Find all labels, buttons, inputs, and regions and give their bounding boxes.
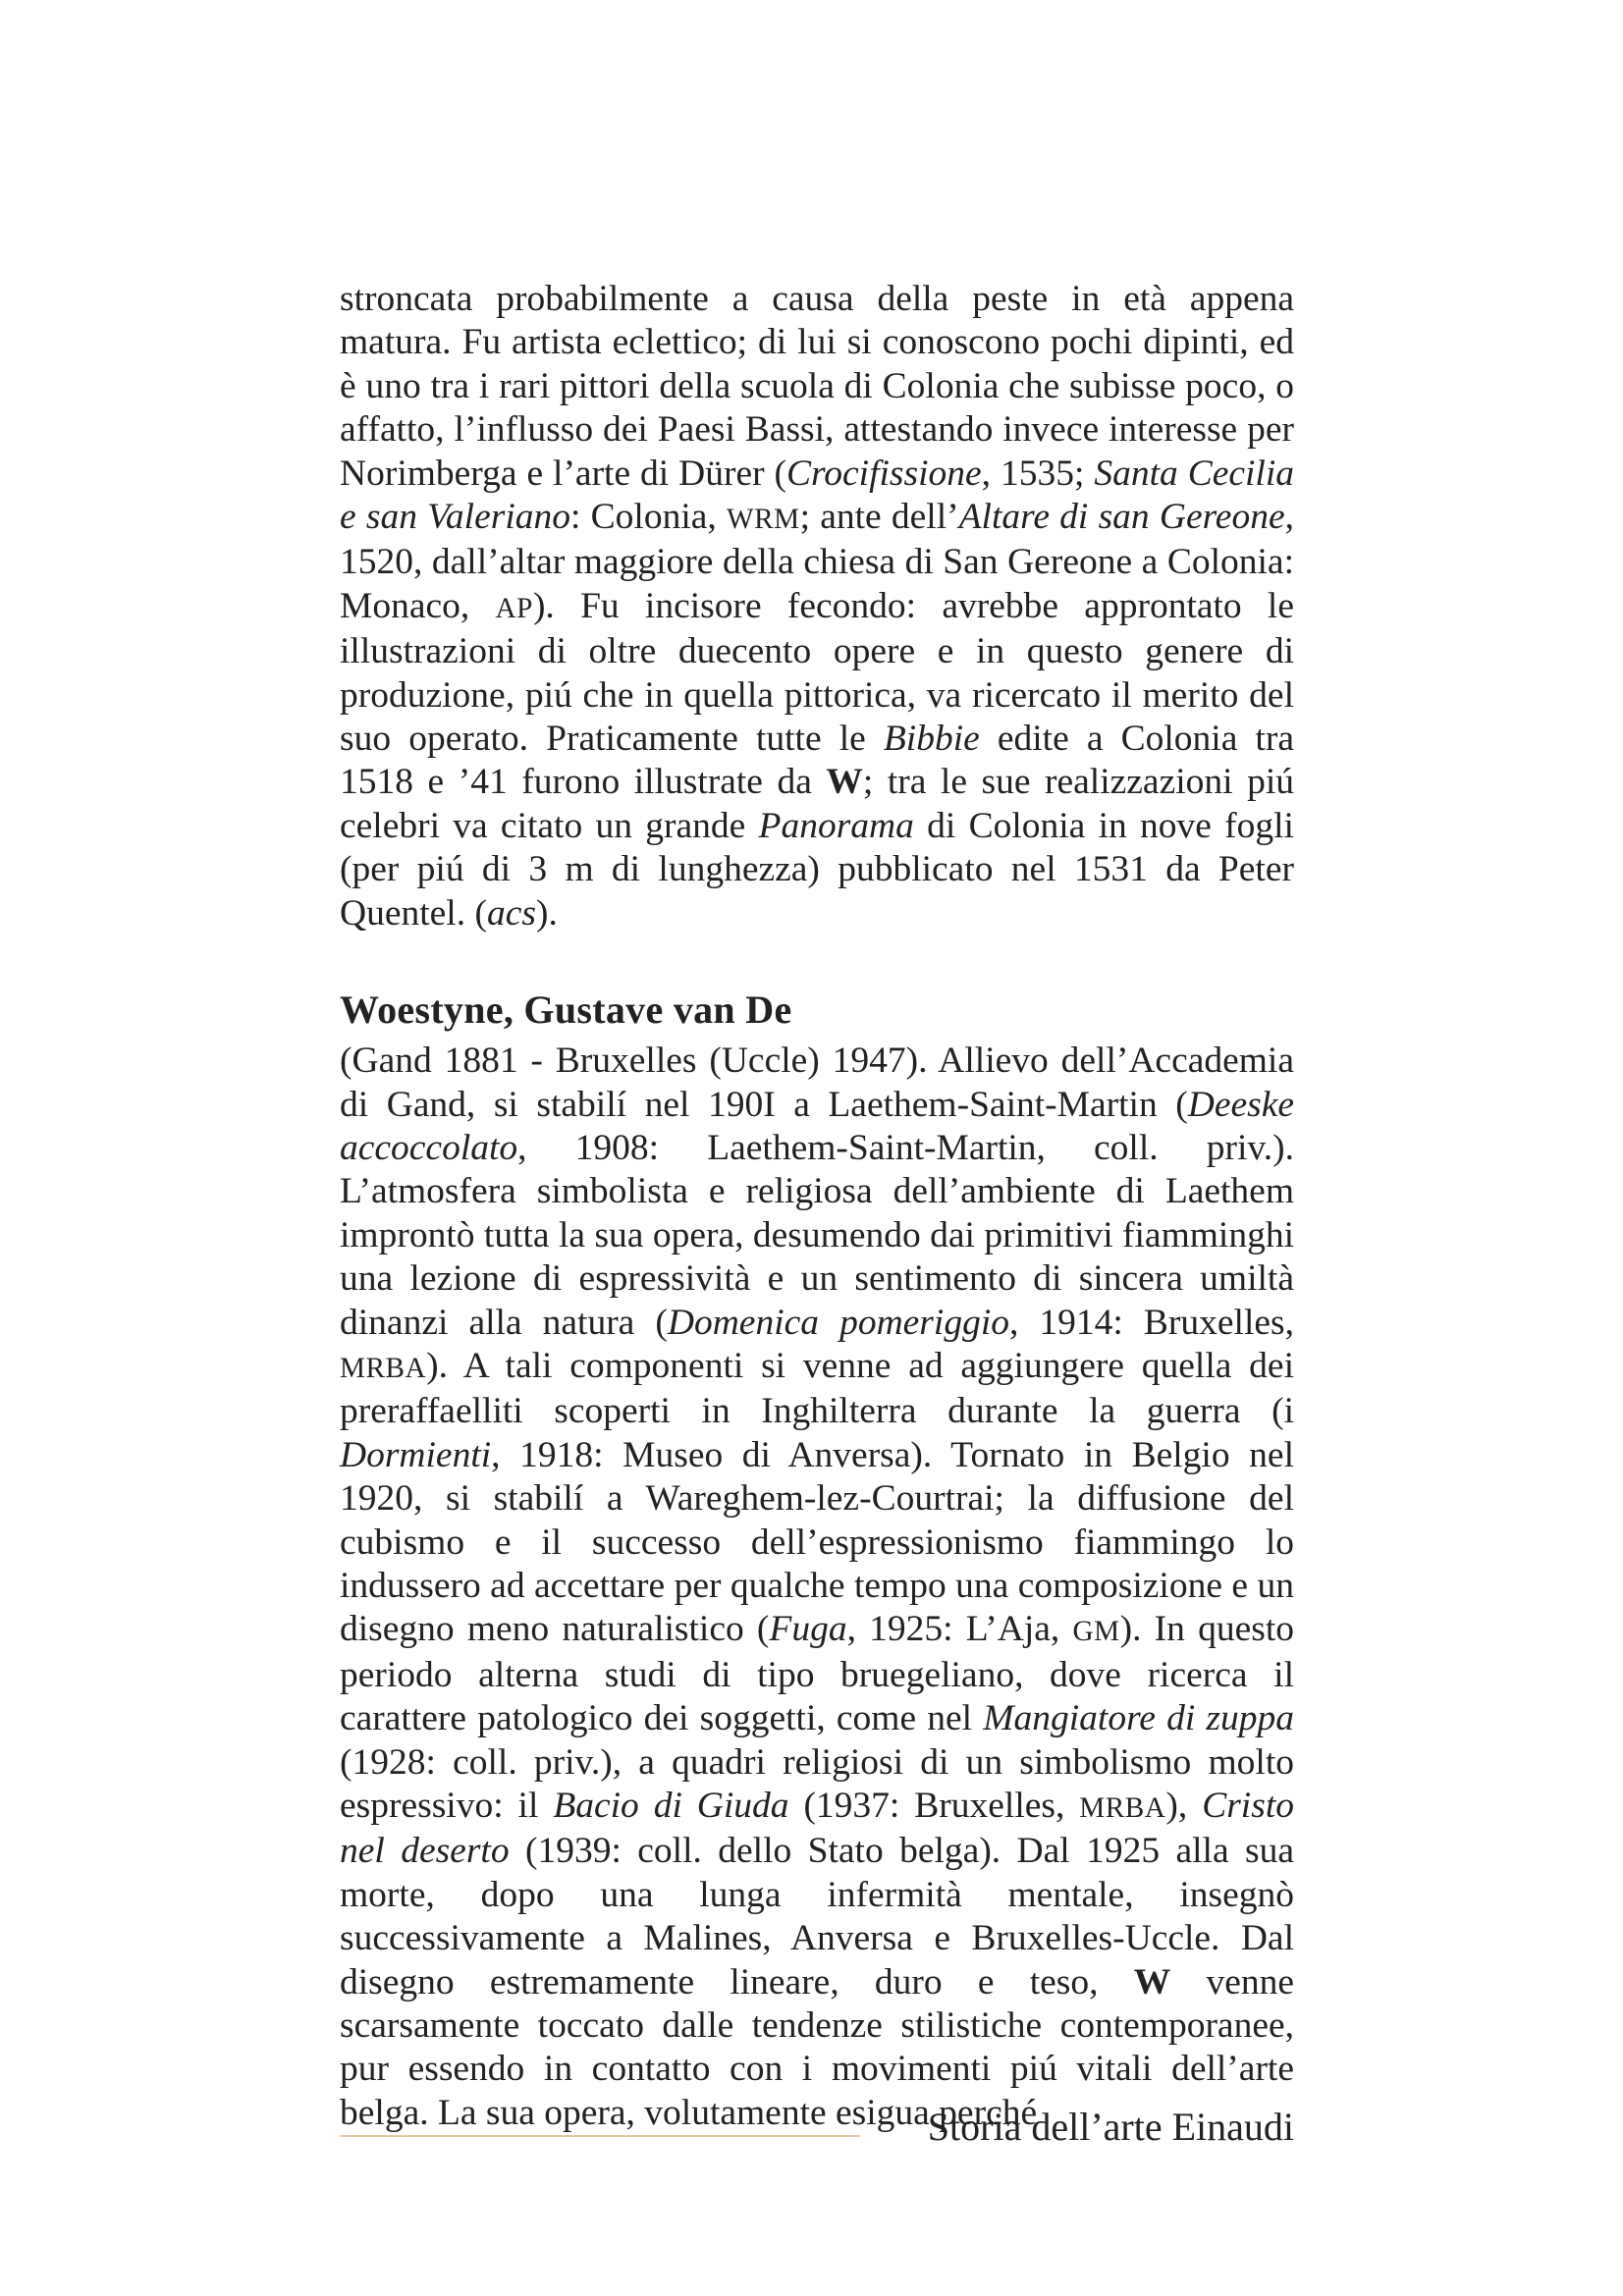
- entry-continuation-text: stroncata probabilmente a causa della peste in età appena matura. Fu artista eclettico; di lui si conoscono pochi dipinti, ed è uno tra i rari pittori della scuola di Colonia che subisse poco, o affatto, l’influsso dei Paesi Bassi, attestando invece interesse per Norimberga e l’arte di Dürer (Crocifissione, 1535; Santa Cecilia e san Valeriano: Colonia, WRM; ante dell’Altare di san Gereone, 1520, dall’altar maggiore della chiesa di San Gereone a Colonia: Monaco, AP). Fu incisore fecondo: avrebbe approntato le illustrazioni di oltre duecento opere e in questo genere di produzione, piú che in quella pittorica, va ricercato il merito del suo operato. Praticamente tutte le Bibbie edite a Colonia tra 1518 e ’41 furono illustrate da W; tra le sue realizzazioni piú celebri va citato un grande Panorama di Colonia in nove fogli (per piú di 3 m di lunghezza) pubblicato nel 1531 da Peter Quentel. (acs).: [340, 279, 1295, 934]
- italic-run: Domenica pomeriggio: [667, 1302, 1009, 1343]
- page-footer: [340, 2103, 1294, 2152]
- small-caps-run: AP: [495, 592, 533, 624]
- bold-run: W: [1133, 1961, 1171, 2002]
- page-content: [340, 278, 1294, 2135]
- small-caps-run: MRBA: [340, 1352, 427, 1384]
- italic-run: Mangiatore di zuppa: [983, 1698, 1295, 1739]
- italic-run: Santa Cecilia e san Valeriano: [340, 453, 1295, 538]
- italic-run: acs: [486, 892, 536, 934]
- small-caps-run: MRBA: [1079, 1792, 1166, 1824]
- entry-body-text: (Gand 1881 - Bruxelles (Uccle) 1947). Allievo dell’Accademia di Gand, si stabilí nel 190I a Laethem-Saint-Martin (Deeske accoccolato, 1908: Laethem-Saint-Martin, coll. priv.). L’atmosfera simbolista e religiosa dell’ambiente di Laethem improntò tutta la sua opera, desumendo dai primitivi fiamminghi una lezione di espressività e un sentimento di sincera umiltà dinanzi alla natura (Domenica pomeriggio, 1914: Bruxelles, MRBA). A tali componenti si venne ad aggiungere quella dei preraffaelliti scoperti in Inghilterra durante la guerra (i Dormienti, 1918: Museo di Anversa). Tornato in Belgio nel 1920, si stabilí a Wareghem-lez-Courtrai; la diffusione del cubismo e il successo dell’espressionismo fiammingo lo indussero ad accettare per qualche tempo una composizione e un disegno meno naturalistico (Fuga, 1925: L’Aja, GM). In questo periodo alterna studi di tipo bruegeliano, dove ricerca il carattere patologico dei soggetti, come nel Mangiatore di zuppa (1928: coll. priv.), a quadri religiosi di un simbolismo molto espressivo: il Bacio di Giuda (1937: Bruxelles, MRBA), Cristo nel deserto (1939: coll. dello Stato belga). Dal 1925 alla sua morte, dopo una lunga infermità mentale, insegnò successivamente a Malines, Anversa e Bruxelles-Uccle. Dal disegno estremamente lineare, duro e teso, W venne scarsamente toccato dalle tendenze stilistiche contemporanee, pur essendo in contatto con i movimenti piú vitali dell’arte belga. La sua opera, volutamente esigua perché: [340, 1041, 1295, 2133]
- italic-run: Crocifissione: [786, 453, 982, 494]
- entry-heading: Woestyne, Gustave van De: [340, 988, 792, 1033]
- italic-run: Fuga: [769, 1609, 847, 1650]
- italic-run: Altare di san Gereone: [958, 497, 1285, 538]
- bold-run: W: [826, 762, 863, 803]
- italic-run: Deeske accoccolato: [340, 1084, 1294, 1168]
- footer-rule: [340, 2135, 860, 2137]
- footer-title: Storia dell’arte Einaudi: [927, 2105, 1294, 2149]
- italic-run: Panorama: [758, 805, 914, 846]
- italic-run: Bibbie: [883, 719, 980, 760]
- small-caps-run: WRM: [726, 504, 800, 536]
- italic-run: Bacio di Giuda: [553, 1786, 789, 1826]
- italic-run: Dormienti: [340, 1434, 492, 1475]
- small-caps-run: GM: [1072, 1616, 1120, 1648]
- italic-run: Cristo nel deserto: [340, 1786, 1294, 1872]
